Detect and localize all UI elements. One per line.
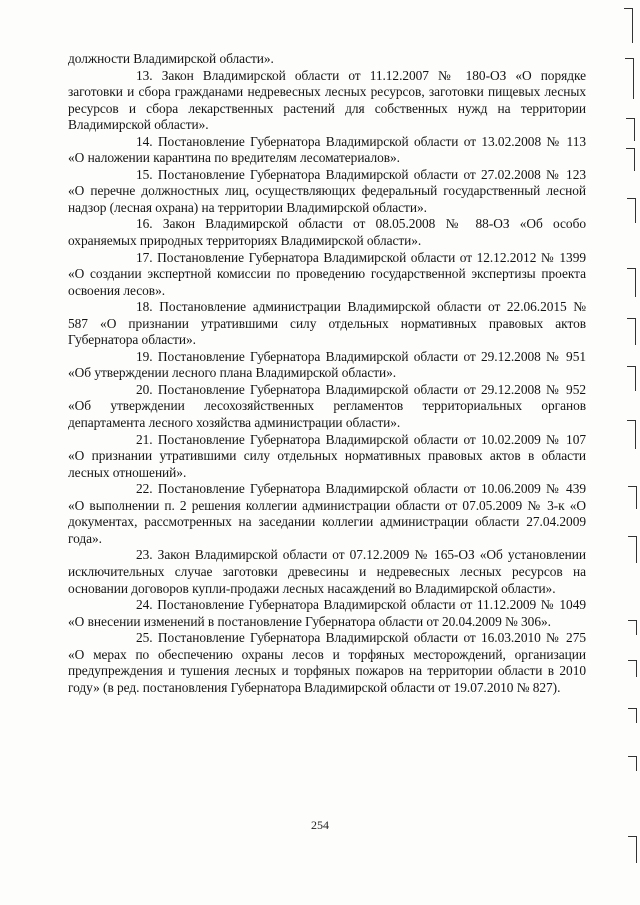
list-item xyxy=(68,299,586,349)
item-text: Закон Владимирской области от 11.12.2007 № 180-ОЗ «О порядке заготовки и сбора гражданами недревесных лесных ресурсов, заготовки пищевых лесных ресурсов и сбора лекарственных растений для собственных нужд на территории Владимирской области». xyxy=(68,67,586,133)
intro-line: должности Владимирской области». xyxy=(68,51,274,66)
item-number: 19. xyxy=(136,348,153,364)
item-text: Постановление Губернатора Владимирской области от 13.02.2008 № 113 «О наложении карантина по вредителям лесоматериалов». xyxy=(68,133,586,166)
list-item xyxy=(68,547,586,597)
item-number: 22. xyxy=(136,481,153,497)
binding-edge-marks xyxy=(612,0,640,905)
item-number: 25. xyxy=(136,630,153,646)
item-text: Постановление Губернатора Владимирской области от 29.12.2008 № 951 «Об утверждении лесного плана Владимирской области». xyxy=(68,348,586,381)
item-text: Постановление Губернатора Владимирской области от 12.12.2012 № 1399 «О создании экспертной комиссии по проведению государственной экспертизы проекта освоения лесов». xyxy=(68,249,586,298)
item-number: 17. xyxy=(136,249,153,265)
edge-mark xyxy=(627,268,636,297)
item-number: 16. xyxy=(136,216,153,232)
edge-mark xyxy=(627,318,636,345)
edge-mark xyxy=(625,58,634,99)
list-item xyxy=(68,481,586,547)
list-item xyxy=(68,349,586,382)
edge-mark xyxy=(628,536,637,563)
document-body xyxy=(68,51,586,696)
edge-mark xyxy=(628,708,637,723)
item-number: 15. xyxy=(136,166,153,182)
edge-mark xyxy=(628,756,637,771)
item-text: Постановление Губернатора Владимирской области от 27.02.2008 № 123 «О перечне должностных лиц, осуществляющих федеральный государственный лесной надзор (лесная охрана) на территории Владимирской области». xyxy=(68,166,586,215)
edge-mark xyxy=(627,198,636,223)
item-number: 24. xyxy=(136,597,153,613)
item-number: 18. xyxy=(136,299,153,315)
edge-mark xyxy=(627,366,636,391)
list-item xyxy=(68,630,586,696)
edge-mark xyxy=(628,836,637,863)
item-text: Постановление администрации Владимирской области от 22.06.2015 № 587 «О признании утратившими силу отдельных нормативных правовых актов Губернатора области». xyxy=(68,299,586,348)
item-text: Постановление Губернатора Владимирской области от 11.12.2009 № 1049 «О внесении изменений в постановление Губернатора области от 20.04.2009 № 306». xyxy=(68,597,586,629)
item-number: 14. xyxy=(136,133,153,149)
edge-mark xyxy=(626,118,635,141)
item-number: 23. xyxy=(136,547,153,563)
list-item xyxy=(68,167,586,217)
item-number: 21. xyxy=(136,431,153,447)
list-item xyxy=(68,382,586,432)
item-text: Постановление Губернатора Владимирской области от 10.02.2009 № 107 «О признании утратившими силу отдельных нормативных правовых актов в области лесных отношений». xyxy=(68,431,586,480)
list-item xyxy=(68,216,586,249)
edge-mark xyxy=(628,486,637,509)
item-text: Постановление Губернатора Владимирской области от 29.12.2008 № 952 «Об утверждении лесохозяйственных регламентов территориальных органов департамента лесного хозяйства администрации области». xyxy=(68,381,586,431)
list-item xyxy=(68,597,586,630)
item-text: Закон Владимирской области от 07.12.2009 № 165-ОЗ «Об установлении исключительных случае заготовки древесины и недревесных лесных ресурсов на основании договоров купли-продажи лесных насаждений во Владимирской области». xyxy=(68,547,586,596)
list-item xyxy=(68,250,586,300)
edge-mark xyxy=(626,148,635,171)
page-number: 254 xyxy=(311,818,329,832)
list-item xyxy=(68,68,586,134)
edge-mark xyxy=(627,420,636,449)
edge-mark xyxy=(628,660,637,677)
item-number: 20. xyxy=(136,381,153,397)
item-text: Постановление Губернатора Владимирской области от 10.06.2009 № 439 «О выполнении п. 2 решения коллегии администрации области от 07.05.2009 № 3-к «О документах, рассмотренных на заседании коллегии администрации области 27.04.2009 года». xyxy=(68,481,586,546)
list-item xyxy=(68,432,586,482)
item-text: Постановление Губернатора Владимирской области от 16.03.2010 № 275 «О мерах по обеспечению охраны лесов и торфяных месторождений, организации предупреждения и тушения лесных и торфяных пожаров на территории области в 2010 году» (в ред. постановления Губернатора Владимирской области от 19.07.2010 № 827). xyxy=(68,630,586,695)
list-item xyxy=(68,134,586,167)
item-text: Закон Владимирской области от 08.05.2008 № 88-ОЗ «Об особо охраняемых природных территориях Владимирской области». xyxy=(68,216,586,249)
item-number: 13. xyxy=(136,67,153,83)
edge-mark xyxy=(628,620,637,635)
edge-mark xyxy=(624,8,633,43)
